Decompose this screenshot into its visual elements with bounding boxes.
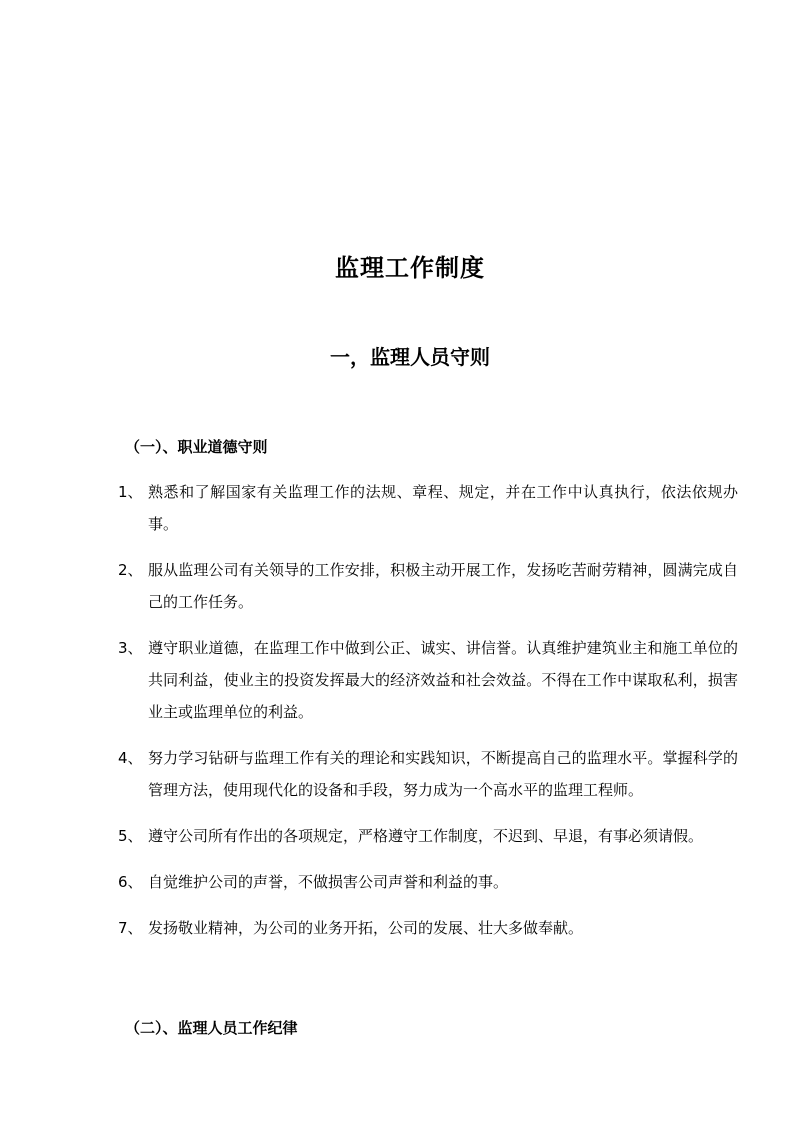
- list-item-text: 遵守公司所有作出的各项规定，严格遵守工作制度，不迟到、早退，有事必须请假。: [148, 827, 704, 845]
- list-item: [118, 554, 738, 618]
- list-item-text: 自觉维护公司的声誉，不做损害公司声誉和利益的事。: [148, 873, 509, 891]
- list-item-number: 3、: [118, 639, 143, 657]
- list-item: [118, 866, 738, 898]
- section-heading-professional-ethics: （一）、职业道德守则: [125, 438, 268, 456]
- list-item: [118, 632, 738, 728]
- list-item-number: 7、: [118, 919, 143, 937]
- list-item: [118, 476, 738, 540]
- list-item-number: 4、: [118, 749, 143, 767]
- list-item-text: 努力学习钻研与监理工作有关的理论和实践知识，不断提高自己的监理水平。掌握科学的管理方法，使用现代化的设备和手段，努力成为一个高水平的监理工程师。: [148, 749, 738, 799]
- list-item-number: 5、: [118, 827, 143, 845]
- list-item-text: 遵守职业道德，在监理工作中做到公正、诚实、讲信誉。认真维护建筑业主和施工单位的共同利益，使业主的投资发挥最大的经济效益和社会效益。不得在工作中谋取私利，损害业主或监理单位的利益。: [148, 639, 738, 721]
- document-title: 监理工作制度: [335, 254, 485, 282]
- list-item-number: 6、: [118, 873, 143, 891]
- list-item: [118, 742, 738, 806]
- chapter-title: 一，监理人员守则: [330, 345, 490, 369]
- list-item: [118, 912, 738, 944]
- list-item-number: 1、: [118, 483, 143, 501]
- list-item-text: 服从监理公司有关领导的工作安排，积极主动开展工作，发扬吃苦耐劳精神，圆满完成自己的工作任务。: [148, 561, 738, 611]
- list-item-number: 2、: [118, 561, 143, 579]
- section-heading-work-discipline: （二）、监理人员工作纪律: [125, 1019, 298, 1037]
- list-item: [118, 820, 738, 852]
- list-item-text: 熟悉和了解国家有关监理工作的法规、章程、规定，并在工作中认真执行，依法依规办事。: [148, 483, 738, 533]
- list-item-text: 发扬敬业精神，为公司的业务开拓，公司的发展、壮大多做奉献。: [148, 919, 584, 937]
- ethics-rules-list: [118, 476, 738, 958]
